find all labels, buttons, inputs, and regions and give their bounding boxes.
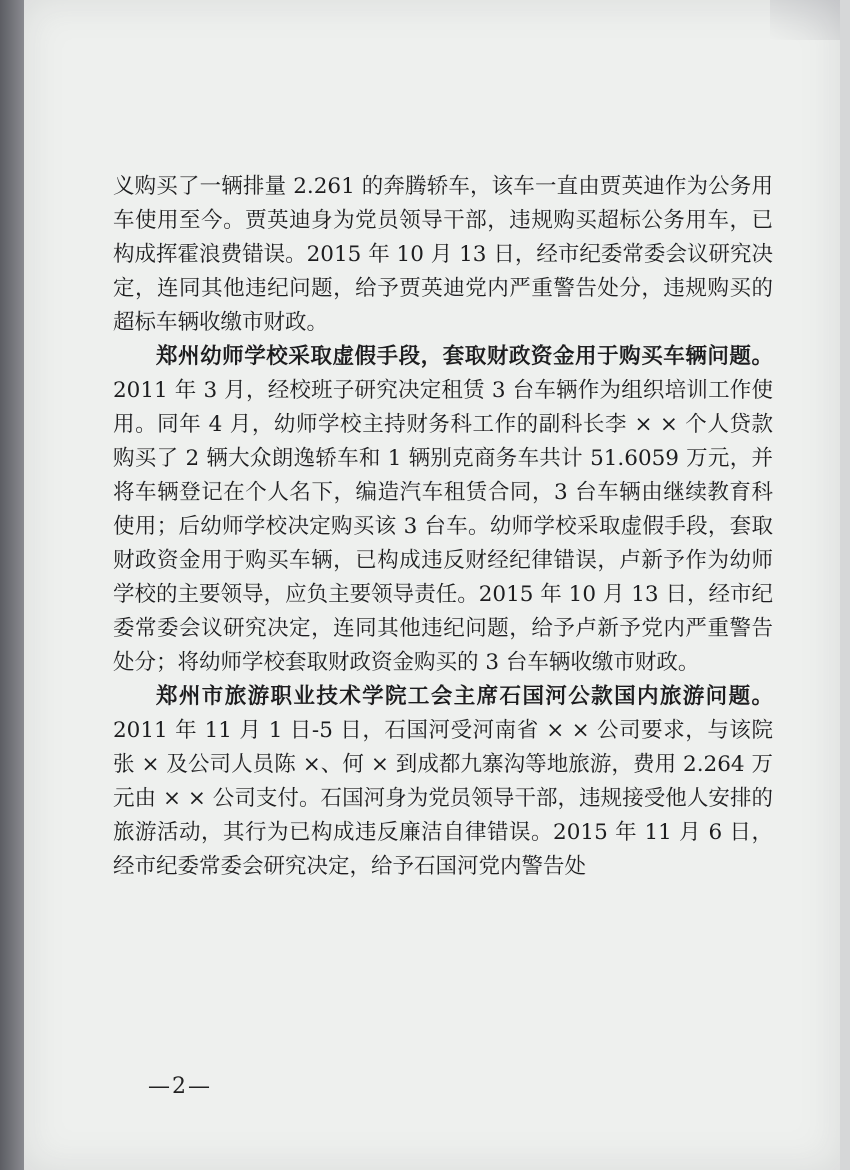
- scan-edge-right: [840, 0, 850, 1170]
- paragraph-1: [113, 170, 773, 340]
- document-body: [113, 170, 773, 884]
- page-number: —2—: [148, 1074, 212, 1099]
- paragraph-2-text: 2011 年 3 月，经校班子研究决定租赁 3 台车辆作为组织培训工作使用。同年 4 月，幼师学校主持财务科工作的副科长李 × × 个人贷款购买了 2 辆大众朗逸轿车和 1 辆别克商务车共计 51.6059 万元，并将车辆登记在个人名下，编造汽车租赁合同，3 台车辆由继续教育科使用；后幼师学校决定购买该 3 台车。幼师学校采取虚假手段，套取财政资金用于购买车辆，已构成违反财经纪律错误，卢新予作为幼师学校的主要领导，应负主要领导责任。2015 年 10 月 13 日，经市纪委常委会议研究决定，连同其他违纪问题，给予卢新予党内严重警告处分；将幼师学校套取财政资金购买的 3 台车辆收缴市财政。: [113, 378, 773, 675]
- scan-edge-left: [0, 0, 24, 1170]
- corner-shadow: [770, 0, 840, 40]
- paragraph-3-heading: 郑州市旅游职业技术学院工会主席石国河公款国内旅游问题。: [156, 684, 773, 709]
- paragraph-2-heading: 郑州幼师学校采取虚假手段，套取财政资金用于购买车辆问题。: [156, 344, 773, 369]
- paragraph-3: [113, 680, 773, 884]
- paragraph-1-text: 义购买了一辆排量 2.261 的奔腾轿车，该车一直由贾英迪作为公务用车使用至今。贾英迪身为党员领导干部，违规购买超标公务用车，已构成挥霍浪费错误。2015 年 10 月 13 日，经市纪委常委会议研究决定，连同其他违纪问题，给予贾英迪党内严重警告处分，违规购买的超标车辆收缴市财政。: [113, 174, 773, 335]
- paragraph-2: [113, 340, 773, 680]
- paragraph-3-text: 2011 年 11 月 1 日-5 日，石国河受河南省 × × 公司要求，与该院张 × 及公司人员陈 ×、何 × 到成都九寨沟等地旅游，费用 2.264 万元由 × × 公司支付。石国河身为党员领导干部，违规接受他人安排的旅游活动，其行为已构成违反廉洁自律错误。2015 年 11 月 6 日，经市纪委常委会研究决定，给予石国河党内警告处: [113, 718, 773, 879]
